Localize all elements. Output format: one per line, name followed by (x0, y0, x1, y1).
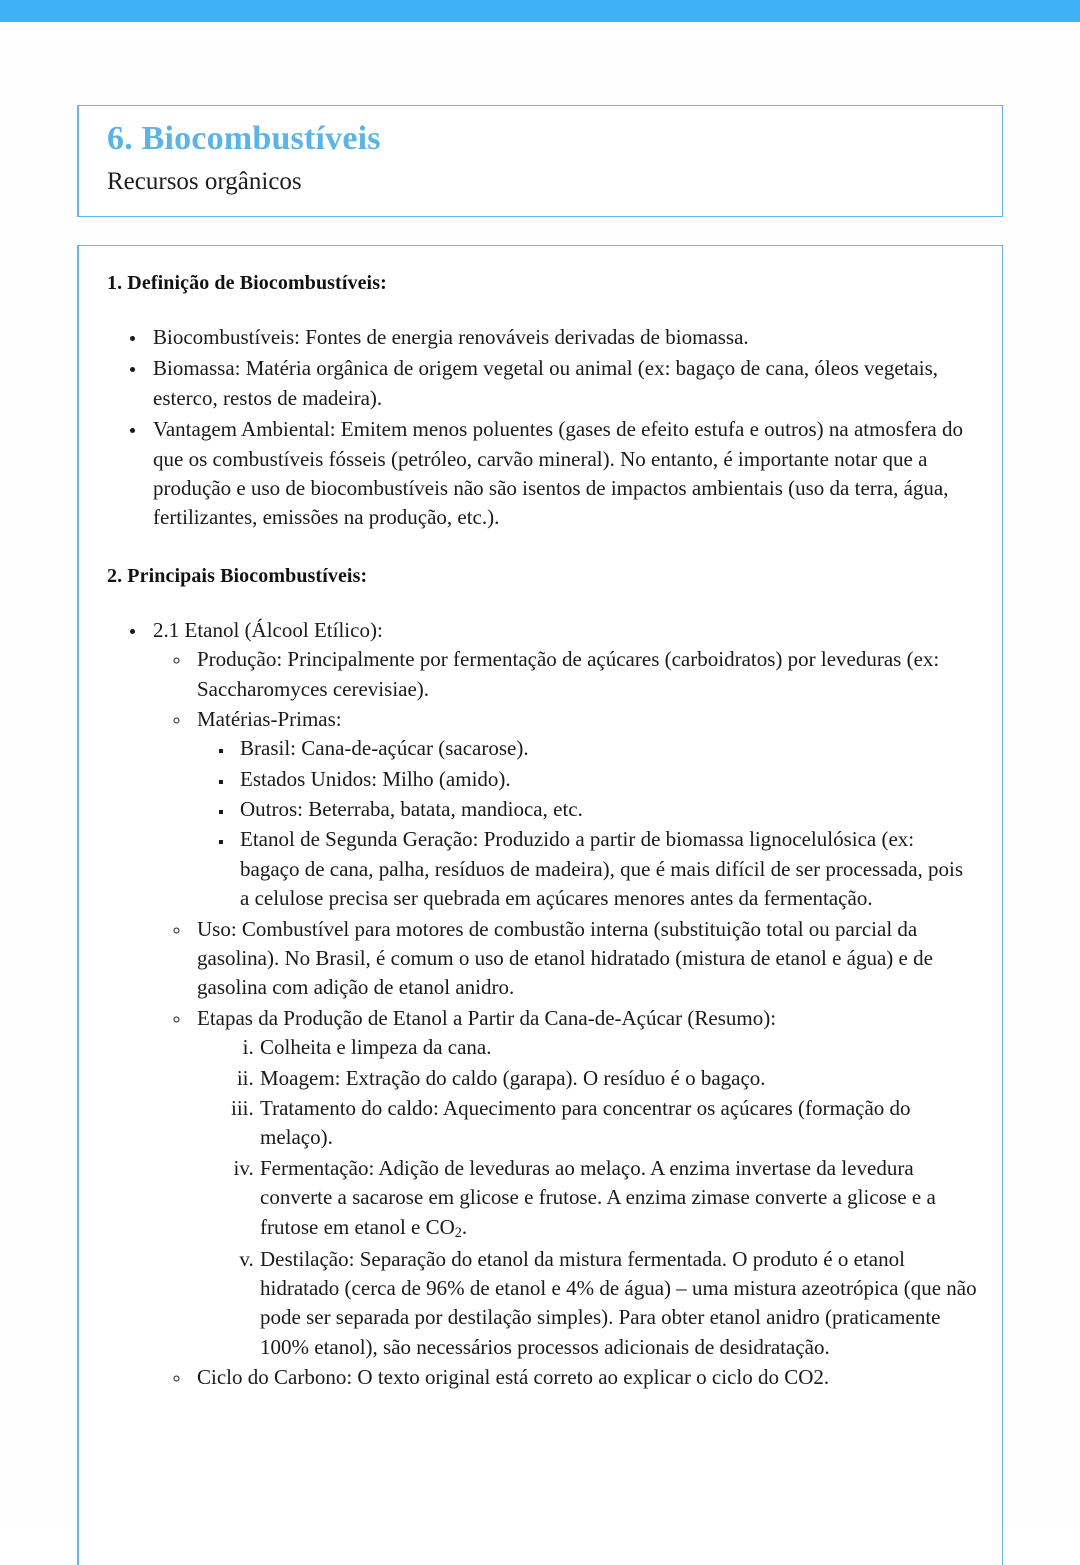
section-2-bullet-list (107, 616, 977, 1393)
etanol-sublist (153, 645, 977, 1393)
spacer (107, 295, 977, 323)
fermentacao-text: Fermentação: Adição de leveduras ao melaço. A enzima invertase da levedura converte a sacarose em glicose e frutose. A enzima zimase converte a glicose e a frutose em etanol e CO (260, 1155, 936, 1239)
page-subtitle: Recursos orgânicos (107, 168, 302, 195)
list-item-etanol (147, 616, 977, 1393)
etapas-label: Etapas da Produção de Etanol a Partir da Cana-de-Açúcar (Resumo): (197, 1005, 777, 1030)
etanol-label: 2.1 Etanol (Álcool Etílico): (153, 617, 383, 642)
page-title: 6. Biocombustíveis (107, 120, 381, 157)
section-1-bullet-list (107, 323, 977, 533)
spacer (107, 535, 977, 565)
list-item: i. Colheita e limpeza da cana. (259, 1033, 977, 1062)
list-item: ▪ Etanol de Segunda Geração: Produzido a partir de biomassa lignocelulósica (ex: bagaço de cana, palha, resíduos de madeira), que é mais difícil de ser processada, pois a celulose precisa ser quebrada em açúcares menores antes da fermentação. (234, 825, 977, 913)
content-body (107, 272, 977, 1395)
content-card (77, 245, 1003, 1565)
list-item: ▪ Estados Unidos: Milho (amido). (234, 765, 977, 794)
list-item: iii. Tratamento do caldo: Aquecimento para concentrar os açúcares (formação do melaço). (259, 1094, 977, 1153)
list-item: ii. Moagem: Extração do caldo (garapa). O resíduo é o bagaço. (259, 1064, 977, 1093)
list-item: v. Destilação: Separação do etanol da mistura fermentada. O produto é o etanol hidratado (cerca de 96% de etanol e 4% de água) – uma mistura azeotrópica (que não pode ser separada por destilação simples). Para obter etanol anidro (praticamente 100% etanol), são necessários processos adicionais de desidratação. (259, 1245, 977, 1363)
spacer (107, 588, 977, 616)
list-item: • Biocombustíveis: Fontes de energia renováveis derivadas de biomassa. (147, 323, 977, 352)
list-item-materias-primas (191, 705, 977, 914)
list-item: • Vantagem Ambiental: Emitem menos poluentes (gases de efeito estufa e outros) na atmosfera do que os combustíveis fósseis (petróleo, carvão mineral). No entanto, é importante notar que a produção e uso de biocombustíveis não são isentos de impactos ambientais (uso da terra, água, fertilizantes, emissões na produção, etc.). (147, 415, 977, 533)
document-page (0, 22, 1080, 1528)
etapas-ordered-list (197, 1033, 977, 1362)
header-card (77, 105, 1003, 217)
co2-subscript: 2 (454, 1224, 462, 1241)
materias-primas-label: Matérias-Primas: (197, 706, 342, 731)
list-item: ▪ Brasil: Cana-de-açúcar (sacarose). (234, 734, 977, 763)
top-accent-band (0, 0, 1080, 22)
section-2-heading: 2. Principais Biocombustíveis: (107, 564, 368, 587)
list-item-uso: ◦ Uso: Combustível para motores de combustão interna (substituição total ou parcial da gasolina). No Brasil, é comum o uso de etanol hidratado (mistura de etanol e água) e de gasolina com adição de etanol anidro. (191, 915, 977, 1003)
materias-primas-list (197, 734, 977, 913)
section-1-heading: 1. Definição de Biocombustíveis: (107, 272, 387, 294)
list-item-etapas (191, 1004, 977, 1362)
list-item-producao: ◦ Produção: Principalmente por fermentação de açúcares (carboidratos) por leveduras (ex: Saccharomyces cerevisiae). (191, 645, 977, 704)
list-item: • Biomassa: Matéria orgânica de origem vegetal ou animal (ex: bagaço de cana, óleos vegetais, esterco, restos de madeira). (147, 354, 977, 413)
list-item-ciclo-carbono: ◦ Ciclo do Carbono: O texto original está correto ao explicar o ciclo do CO2. (191, 1363, 977, 1392)
fermentacao-text-end: . (461, 1214, 468, 1239)
list-item: ▪ Outros: Beterraba, batata, mandioca, etc. (234, 795, 977, 824)
list-item (259, 1154, 977, 1244)
